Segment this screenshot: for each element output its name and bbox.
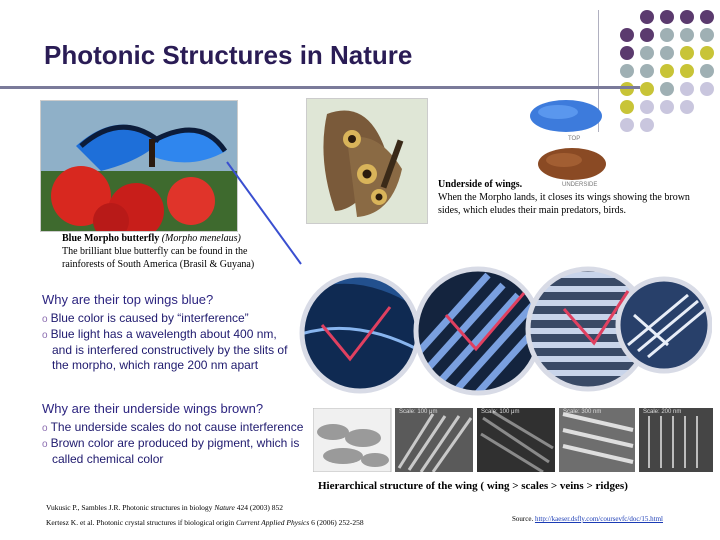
question-underside-wings: Why are their underside wings brown? [42, 401, 264, 416]
strip-label-2: Scale: 100 μm [481, 409, 520, 415]
strip-label-4: Scale: 200 nm [643, 409, 682, 415]
q2-bullet-list [42, 420, 312, 467]
scale-underside-label: UNDERSIDE [562, 182, 598, 188]
butterfly-underside-photo [306, 98, 428, 224]
pointer-line [225, 160, 305, 270]
blue-scale-sample [528, 98, 604, 138]
q1-bullet-2: o Blue light has a wavelength about 400 nm, and is interfered constructively by the slits of the morpho, which range 200 nm apart [42, 327, 288, 372]
title-underline [0, 86, 640, 89]
hierarchy-caption: Hierarchical structure of the wing ( wing > scales > veins > ridges) [318, 480, 628, 492]
question-top-wings: Why are their top wings blue? [42, 292, 214, 307]
morpho-caption-heading: Blue Morpho butterfly [62, 233, 160, 244]
q2-bullet-1: o The underside scales do not cause interference [42, 420, 304, 434]
wing-microscopy-sequence [298, 255, 712, 405]
butterfly-top-photo [40, 100, 238, 232]
source-label: Source. [512, 515, 534, 523]
reference-1: Vukusic P., Sambles J.R. Photonic structures in biology Nature 424 (2003) 852 [46, 503, 283, 512]
decorative-dot-grid [600, 10, 720, 145]
source-line [512, 515, 663, 523]
source-link[interactable]: http://kaeser.dsfly.com/coursevfc/doc/15.html [534, 515, 663, 523]
slide-title: Photonic Structures in Nature [44, 40, 413, 70]
scale-top-label: TOP [568, 136, 581, 142]
underside-caption-heading: Underside of wings. [438, 179, 523, 190]
underside-microscopy-strip [313, 408, 713, 472]
underside-caption [438, 178, 698, 217]
reference-2: Kertesz K. et al. Photonic crystal structures if biological origin Current Applied Physics 6 (2006) 252-258 [46, 518, 364, 527]
strip-label-3: Scale: 300 nm [563, 409, 602, 415]
q1-bullet-list [42, 311, 292, 373]
underside-caption-body: When the Morpho lands, it closes its wings showing the brown sides, which eludes their main predators, birds. [438, 192, 690, 216]
strip-label-1: Scale: 100 μm [399, 409, 438, 415]
references [46, 500, 364, 530]
q1-bullet-1: o Blue color is caused by “interference” [42, 311, 249, 325]
q2-bullet-2: o Brown color are produced by pigment, which is called chemical color [42, 436, 300, 466]
morpho-caption-species: (Morpho menelaus) [161, 233, 241, 244]
morpho-caption-body: The brilliant blue butterfly can be found in the rainforests of South America (Brasil & Guyana) [62, 246, 255, 270]
